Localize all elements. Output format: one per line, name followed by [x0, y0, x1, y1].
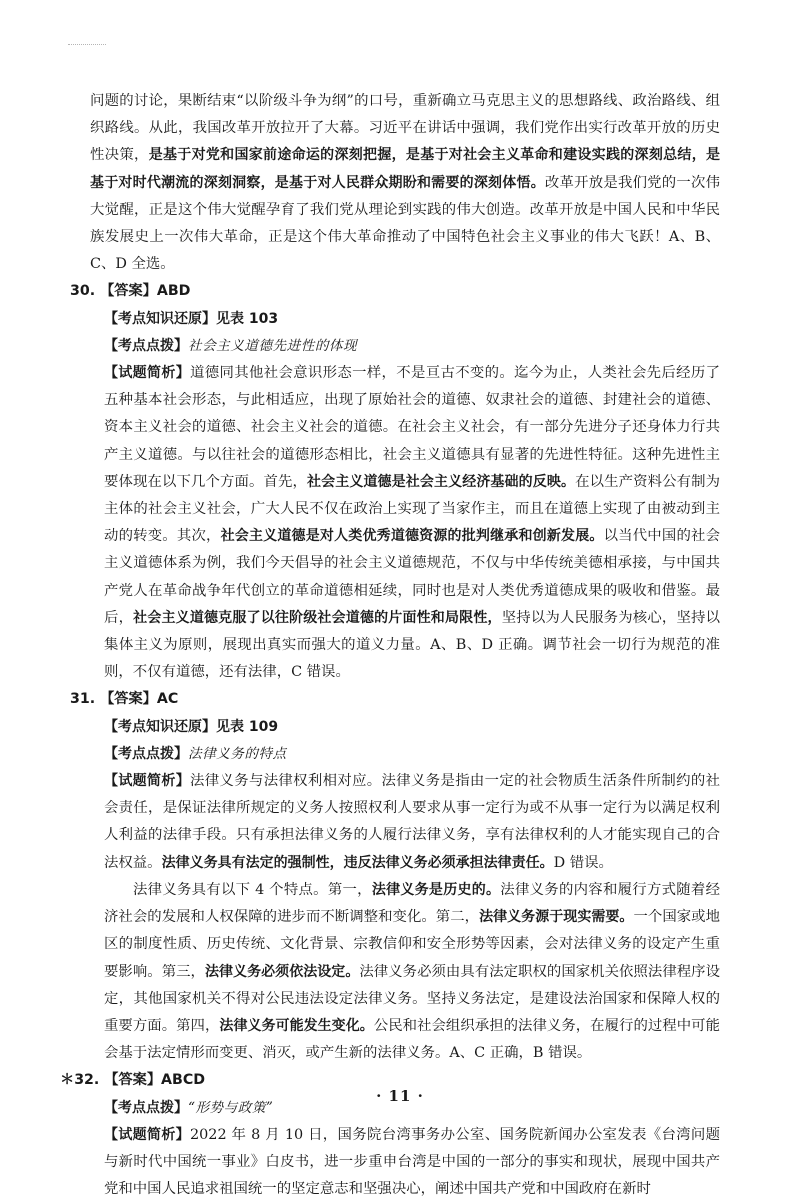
q31-analysis: 【试题简析】法律义务与法律权利相对应。法律义务是指由一定的社会物质生活条件所制约的社会责任，是保证法律所规定的义务人按照权利人要求从事一定行为或不从事一定行为以满足权利人利益的法律手段。只有承担法律义务的人履行法律义务，享有法律权利的人才能实现自己的合法权益。法律义务具有法定的强制性，违反法律义务必须承担法律责任。D 错误。 [104, 773, 720, 871]
q31-answer-line [70, 686, 720, 713]
page-number: · 11 · [376, 1087, 424, 1105]
q30-analysis: 【试题简析】道德同其他社会意识形态一样，不是亘古不变的。迄今为止，人类社会先后经历了五种基本社会形态，与此相适应，出现了原始社会的道德、奴隶社会的道德、封建社会的道德、资本主义社会的道德、社会主义社会的道德。在社会主义社会，有一部分先进分子还身体力行共产主义道德。与以往社会的道德形态相比，社会主义道德具有显著的先进性特征。这种先进性主要体现在以下几个方面。首先，社会主义道德是社会主义经济基础的反映。在以生产资料公有制为主体的社会主义社会，广大人民不仅在政治上实现了当家作主，而且在道德上实现了由被动到主动的转变。其次，社会主义道德是对人类优秀道德资源的批判继承和创新发展。以当代中国的社会主义道德体系为例，我们今天倡导的社会主义道德规范，不仅与中华传统美德相承接，与中国共产党人在革命战争年代创立的革命道德相延续，同时也是对人类优秀道德成果的吸收和借鉴。最后，社会主义道德克服了以往阶级社会道德的片面性和局限性，坚持以为人民服务为核心，坚持以集体主义为原则，展现出真实而强大的道义力量。A、B、D 正确。调节社会一切行为规范的准则，不仅有道德，还有法律，C 错误。 [104, 365, 720, 681]
question-number: 31. 【答案】AC [70, 691, 179, 708]
emphasis-text: 法律义务必须依法设定。 [204, 963, 360, 980]
q31-point-line: 【考点点拨】法律义务的特点 [104, 745, 287, 762]
emphasis-text: 是基于对党和国家前途命运的深刻把握，是基于对社会主义革命和建设实践的深刻总结，是基于对时代潮流的深刻洞察，是基于对人民群众期盼和需要的深刻体悟。 [90, 147, 720, 191]
emphasis-text: 法律义务源于现实需要。 [479, 909, 634, 926]
emphasis-text: 法律义务具有法定的强制性，违反法律义务必须承担法律责任。 [161, 854, 554, 871]
page-content [60, 88, 720, 1203]
intro-paragraph: 问题的讨论，果断结束“以阶级斗争为纲”的口号，重新确立马克思主义的思想路线、政治路线、组织路线。从此，我国改革开放拉开了大幕。习近平在讲话中强调，我们党作出实行改革开放的历史性决策，是基于对党和国家前途命运的深刻把握，是基于对社会主义革命和建设实践的深刻总结，是基于对时代潮流的深刻洞察，是基于对人民群众期盼和需要的深刻体悟。改革开放是我们党的一次伟大觉醒，正是这个伟大觉醒孕育了我们党从理论到实践的伟大创造。改革开放是中国人民和中华民族发展史上一次伟大革命，正是这个伟大革命推动了中国特色社会主义事业的伟大飞跃！A、B、C、D 全选。 [90, 93, 720, 273]
q30-answer-line [70, 278, 720, 305]
q32-analysis: 【试题简析】2022 年 8 月 10 日，国务院台湾事务办公室、国务院新闻办公室发表《台湾问题与新时代中国统一事业》白皮书，进一步重申台湾是中国的一部分的事实和现状，展现中国共产党和中国人民追求祖国统一的坚定意志和坚强决心，阐述中国共产党和中国政府在新时 [104, 1126, 720, 1198]
emphasis-text: 社会主义道德克服了以往阶级社会道德的片面性和局限性， [133, 609, 502, 626]
q30-knowledge-line: 【考点知识还原】见表 103 [104, 310, 279, 327]
q32-point-line: 【考点点拨】“形势与政策” [104, 1099, 274, 1116]
question-number: 30. 【答案】ABD [70, 283, 191, 300]
question-number: ＊32. 【答案】ABCD [60, 1072, 206, 1089]
q30-point-line: 【考点点拨】社会主义道德先进性的体现 [104, 337, 358, 354]
q31-analysis-paragraph-2: 法律义务具有以下 4 个特点。第一，法律义务是历史的。法律义务的内容和履行方式随着经济社会的发展和人权保障的进步而不断调整和变化。第二，法律义务源于现实需要。一个国家或地区的制度性质、历史传统、文化背景、宗教信仰和安全形势等因素，会对法律义务的设定产生重要影响。第三，法律义务必须依法设定。法律义务必须由具有法定职权的国家机关依照法律程序设定，其他国家机关不得对公民违法设定法律义务。坚持义务法定，是建设法治国家和保障人权的重要方面。第四，法律义务可能发生变化。公民和社会组织承担的法律义务，在履行的过程中可能会基于法定情形而变更、消灭，或产生新的法律义务。A、C 正确，B 错误。 [104, 881, 720, 1062]
emphasis-text: 法律义务可能发生变化。 [219, 1017, 374, 1034]
q31-knowledge-line: 【考点知识还原】见表 109 [104, 718, 279, 735]
emphasis-text: 社会主义道德是社会主义经济基础的反映。 [307, 473, 576, 490]
scan-mark [68, 44, 106, 47]
emphasis-text: 法律义务是历史的。 [371, 881, 501, 898]
emphasis-text: 社会主义道德是对人类优秀道德资源的批判继承和创新发展。 [220, 528, 604, 545]
